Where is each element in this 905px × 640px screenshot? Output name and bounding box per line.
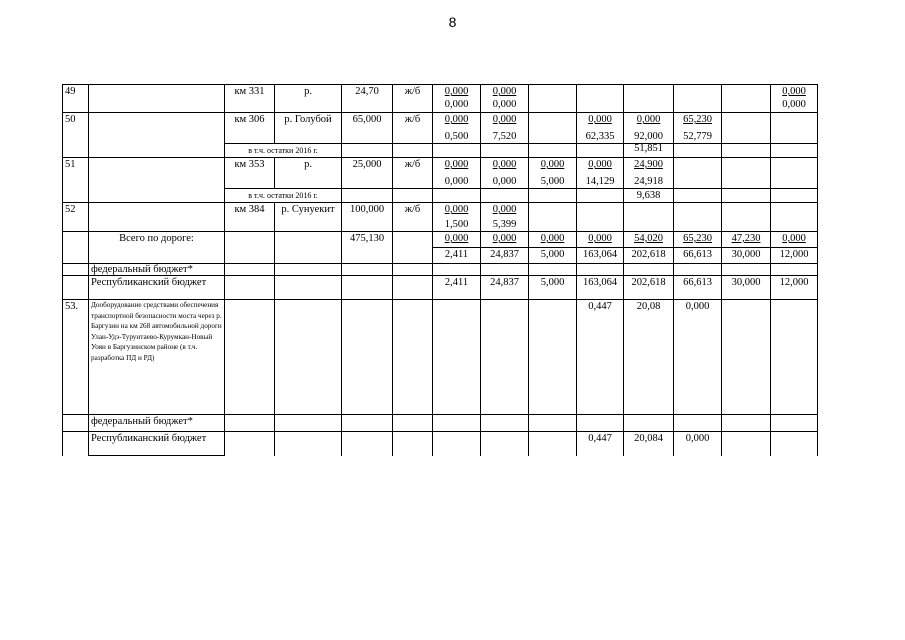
value-cell: 7,520 (492, 131, 517, 142)
row-number: 51 (63, 158, 89, 189)
table-cell (225, 300, 275, 415)
table-cell (624, 264, 674, 276)
length-cell: 100,000 (342, 203, 393, 232)
republican-budget-row: Республиканский бюджет 2,411 24,837 5,000 163,064 202,618 66,613 30,000 12,000 (63, 276, 818, 300)
table-cell (529, 300, 577, 415)
table-cell (481, 300, 529, 415)
table-cell (342, 264, 393, 276)
table-cell (433, 144, 481, 158)
table-cell (674, 232, 722, 248)
table-cell (771, 415, 818, 432)
table-cell (674, 203, 722, 232)
value-cell: 0,000 (782, 233, 806, 244)
type-cell: ж/б (393, 85, 433, 113)
type-cell: ж/б (393, 203, 433, 232)
value-cell: 0,000 (492, 204, 517, 215)
km-cell: км 331 (225, 85, 275, 113)
table-row: 53. Дооборудование средствами обеспечения транспортной безопасности моста через р. Баргузин на км 268 автомобильной дороги Улан-Удэ-Турунтаево-Курумкан-Новый Уоян в Баргузинском районе (в т.ч. разработка ПД и РД) 0,447 20,08 0,000 (63, 300, 818, 415)
value-cell: 0,000 (444, 233, 469, 244)
table-cell (674, 158, 722, 189)
table-cell (674, 264, 722, 276)
table-cell (577, 232, 624, 248)
value-cell: 52,779 (683, 131, 712, 142)
table-cell (771, 189, 818, 203)
republican-budget-label: Республиканский бюджет (89, 276, 225, 300)
table-cell (275, 432, 342, 456)
value-cell: 0,000 (540, 159, 565, 170)
table-cell (393, 276, 433, 300)
table-cell (433, 264, 481, 276)
value-cell: 0,000 (444, 204, 469, 215)
table-cell (529, 189, 577, 203)
value-cell: 62,335 (585, 131, 615, 142)
value-cell: 0,000 (492, 233, 517, 244)
table-cell (529, 203, 577, 232)
table-cell (722, 264, 771, 276)
length-cell: 65,000 (342, 113, 393, 144)
table-cell (529, 432, 577, 456)
table-cell (481, 144, 529, 158)
value-cell: 5,399 (492, 219, 517, 230)
remainder-note: в т.ч. остатки 2016 г. (225, 189, 342, 203)
table-cell (63, 264, 89, 276)
table-cell (771, 300, 818, 415)
table-cell (722, 432, 771, 456)
table-cell (771, 264, 818, 276)
table-cell (481, 415, 529, 432)
value-cell: 65,230 (683, 114, 712, 125)
value-cell: 0,000 (540, 233, 565, 244)
table-cell (342, 276, 393, 300)
note-row: в т.ч. остатки 2016 г. 9,638 (63, 189, 818, 203)
note-row: в т.ч. остатки 2016 г. 51,851 (63, 144, 818, 158)
table-cell (674, 85, 722, 113)
table-cell (722, 415, 771, 432)
table-cell (481, 232, 529, 248)
table-cell (577, 144, 624, 158)
river-cell: р. Сунуекит (275, 203, 342, 232)
type-cell: ж/б (393, 158, 433, 189)
table-cell (393, 248, 433, 264)
table-cell (771, 144, 818, 158)
table-cell (722, 85, 771, 113)
table-cell (674, 415, 722, 432)
table-row (63, 158, 818, 189)
value-cell: 0,000 (588, 233, 612, 244)
table-cell (63, 248, 89, 264)
table-cell (275, 276, 342, 300)
type-cell: ж/б (393, 113, 433, 144)
value-cell: 0,500 (444, 131, 469, 142)
table-cell (275, 264, 342, 276)
table-cell (771, 432, 818, 456)
table-cell (722, 203, 771, 232)
length-cell: 25,000 (342, 158, 393, 189)
table-cell (722, 232, 771, 248)
table-cell (722, 189, 771, 203)
table-cell (342, 248, 393, 264)
value-cell: 0,000 (444, 99, 469, 110)
table-cell (89, 248, 225, 264)
table-cell (481, 432, 529, 456)
table-cell (433, 300, 481, 415)
federal-budget-row (63, 415, 818, 432)
km-cell: км 384 (225, 203, 275, 232)
length-cell: 24,70 (342, 85, 393, 113)
table-cell (771, 113, 818, 144)
value-cell: 0,000 (588, 114, 612, 125)
federal-budget-row (63, 264, 818, 276)
item-description: Дооборудование средствами обеспечения транспортной безопасности моста через р. Баргузин на км 268 автомобильной дороги Улан-Удэ-Турунтаево-Курумкан-Новый Уоян в Баргузинском районе (в т.ч. разработка ПД и РД) (89, 300, 225, 415)
km-cell: км 306 (225, 113, 275, 144)
value-cell: 0,000 (492, 176, 517, 187)
table-cell (433, 232, 481, 248)
table-cell (481, 264, 529, 276)
value-cell: 0,000 (492, 159, 517, 170)
river-cell: р. (275, 158, 342, 189)
table-cell (275, 248, 342, 264)
federal-budget-label: федеральный бюджет* (89, 264, 225, 276)
table-cell (433, 415, 481, 432)
value-cell: 5,000 (540, 176, 565, 187)
table-cell (342, 144, 393, 158)
table-cell (771, 158, 818, 189)
table-cell (577, 85, 624, 113)
table-cell (275, 232, 342, 248)
row-number: 52 (63, 203, 89, 232)
table-cell (674, 144, 722, 158)
value-cell: 0,000 (492, 86, 517, 97)
budget-table (62, 84, 818, 456)
table-cell (624, 232, 674, 248)
value-cell: 47,230 (731, 233, 761, 244)
table-cell (393, 300, 433, 415)
table-cell (225, 415, 275, 432)
table-cell (225, 264, 275, 276)
table-cell (722, 113, 771, 144)
table-cell (529, 144, 577, 158)
value-cell: 65,230 (683, 233, 712, 244)
table-cell (63, 432, 89, 456)
table-cell (577, 189, 624, 203)
remainder-note: в т.ч. остатки 2016 г. (225, 144, 342, 158)
table-cell (393, 432, 433, 456)
value-cell: 92,000 (634, 131, 663, 142)
table-cell (529, 415, 577, 432)
table-cell (624, 85, 674, 113)
value-cell: 14,129 (585, 176, 615, 187)
value-cell: 24,900 (634, 159, 663, 170)
value-cell: 54,020 (634, 233, 663, 244)
value-cell: 0,000 (588, 159, 612, 170)
table-cell (577, 264, 624, 276)
river-cell: р. Голубой (275, 113, 342, 144)
table-cell (674, 189, 722, 203)
table-cell (275, 300, 342, 415)
table-cell (722, 300, 771, 415)
table-cell (529, 113, 577, 144)
table-cell (624, 415, 674, 432)
value-cell: 0,000 (492, 99, 517, 110)
value-cell: 0,000 (444, 159, 469, 170)
row-number: 53. (63, 300, 89, 415)
table-cell (529, 264, 577, 276)
table-row (63, 203, 818, 232)
value-cell: 0,000 (636, 114, 661, 125)
value-cell: 0,000 (782, 86, 806, 97)
value-cell: 0,000 (492, 114, 517, 125)
value-cell: 24,918 (634, 176, 663, 187)
table-cell (393, 264, 433, 276)
value-cell: 0,000 (444, 86, 469, 97)
federal-budget-label: федеральный бюджет* (89, 415, 225, 432)
table-cell (722, 158, 771, 189)
table-cell (722, 144, 771, 158)
total-row (63, 232, 818, 248)
table-cell (577, 203, 624, 232)
table-cell (393, 189, 433, 203)
value-cell: 1,500 (444, 219, 469, 230)
table-row (63, 85, 818, 113)
total-label: Всего по дороге: (89, 232, 225, 248)
table-cell (275, 415, 342, 432)
table-cell (342, 300, 393, 415)
table-cell (577, 415, 624, 432)
table-cell (342, 432, 393, 456)
total-length: 475,130 (342, 232, 393, 248)
page-number: 8 (448, 14, 457, 30)
km-cell: км 353 (225, 158, 275, 189)
table-cell (393, 232, 433, 248)
table-cell (393, 415, 433, 432)
table-row (63, 113, 818, 144)
row-number: 49 (63, 85, 89, 113)
table-cell (393, 144, 433, 158)
value-cell: 0,000 (444, 176, 469, 187)
table-cell (624, 203, 674, 232)
table-cell (63, 276, 89, 300)
table-cell (342, 415, 393, 432)
table-cell (225, 432, 275, 456)
table-cell (225, 276, 275, 300)
republican-budget-label: Республиканский бюджет (89, 432, 225, 456)
table-cell (225, 248, 275, 264)
table-cell (771, 232, 818, 248)
republican-budget-row: Республиканский бюджет 0,447 20,084 0,000 (63, 432, 818, 456)
value-cell: 0,000 (444, 114, 469, 125)
table-cell (529, 85, 577, 113)
table-cell (481, 189, 529, 203)
total-row-bottom: 2,411 24,837 5,000 163,064 202,618 66,613 30,000 12,000 (63, 248, 818, 264)
table-cell (771, 203, 818, 232)
row-number: 50 (63, 113, 89, 144)
table-cell (433, 432, 481, 456)
value-cell: 0,000 (782, 99, 806, 110)
table-cell (433, 189, 481, 203)
table-cell (529, 232, 577, 248)
table-cell (63, 415, 89, 432)
table-cell (225, 232, 275, 248)
table-cell (342, 189, 393, 203)
river-cell: р. (275, 85, 342, 113)
